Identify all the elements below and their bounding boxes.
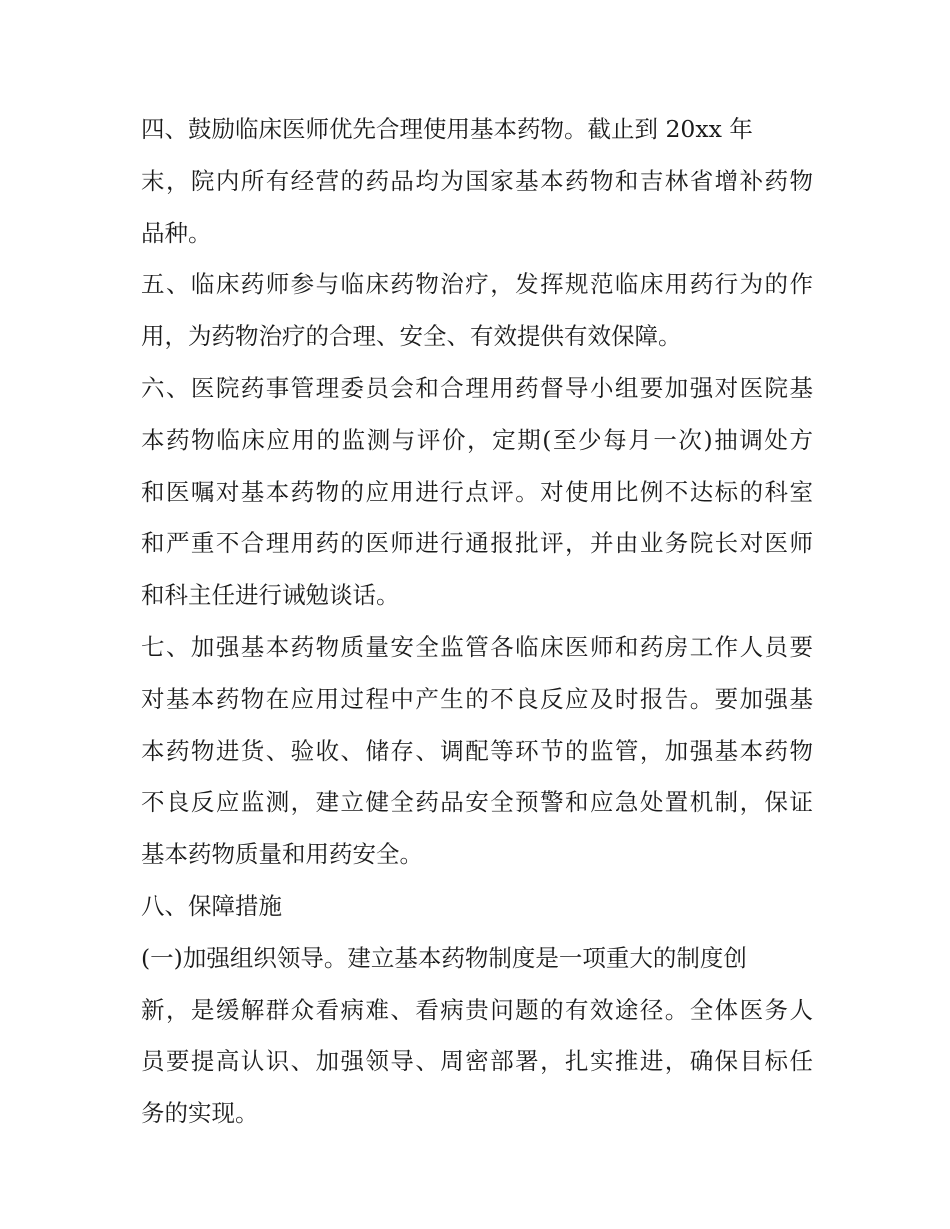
text-line: 品种。: [141, 218, 212, 247]
text-line: 四、鼓励临床医师优先合理使用基本药物。截止到 20xx 年: [141, 115, 753, 143]
text-line: 新，是缓解群众看病难、看病贵问题的有效途径。全体医务人: [141, 995, 813, 1024]
text-line: 六、医院药事管理委员会和合理用药督导小组要加强对医院基: [141, 373, 813, 402]
text-line: (一)加强组织领导。建立基本药物制度是一项重大的制度创: [141, 943, 747, 972]
text-line: 基本药物质量和用药安全。: [141, 840, 423, 869]
text-line: 本药物临床应用的监测与评价，定期(至少每月一次)抽调处方: [141, 425, 813, 454]
text-line: 和科主任进行诫勉谈话。: [141, 581, 400, 610]
text-line: 不良反应监测，建立健全药品安全预警和应急处置机制，保证: [141, 788, 813, 817]
section-heading: 八、保障措施: [141, 891, 282, 920]
text-line: 对基本药物在应用过程中产生的不良反应及时报告。要加强基: [141, 684, 813, 713]
document-body: [141, 104, 813, 1140]
text-line: 务的实现。: [141, 1099, 259, 1128]
text-line: 本药物进货、验收、储存、调配等环节的监管，加强基本药物: [141, 736, 813, 765]
text-line: 末，院内所有经营的药品均为国家基本药物和吉林省增补药物: [141, 166, 813, 195]
text-line: 用，为药物治疗的合理、安全、有效提供有效保障。: [141, 322, 682, 351]
text-line: 和严重不合理用药的医师进行通报批评，并由业务院长对医师: [141, 529, 813, 558]
text-line: 五、临床药师参与临床药物治疗，发挥规范临床用药行为的作: [141, 270, 813, 299]
text-line: 员要提高认识、加强领导、周密部署，扎实推进，确保目标任: [141, 1047, 813, 1076]
text-line: 和医嘱对基本药物的应用进行点评。对使用比例不达标的科室: [141, 477, 813, 506]
text-line: 七、加强基本药物质量安全监管各临床医师和药房工作人员要: [141, 632, 813, 661]
